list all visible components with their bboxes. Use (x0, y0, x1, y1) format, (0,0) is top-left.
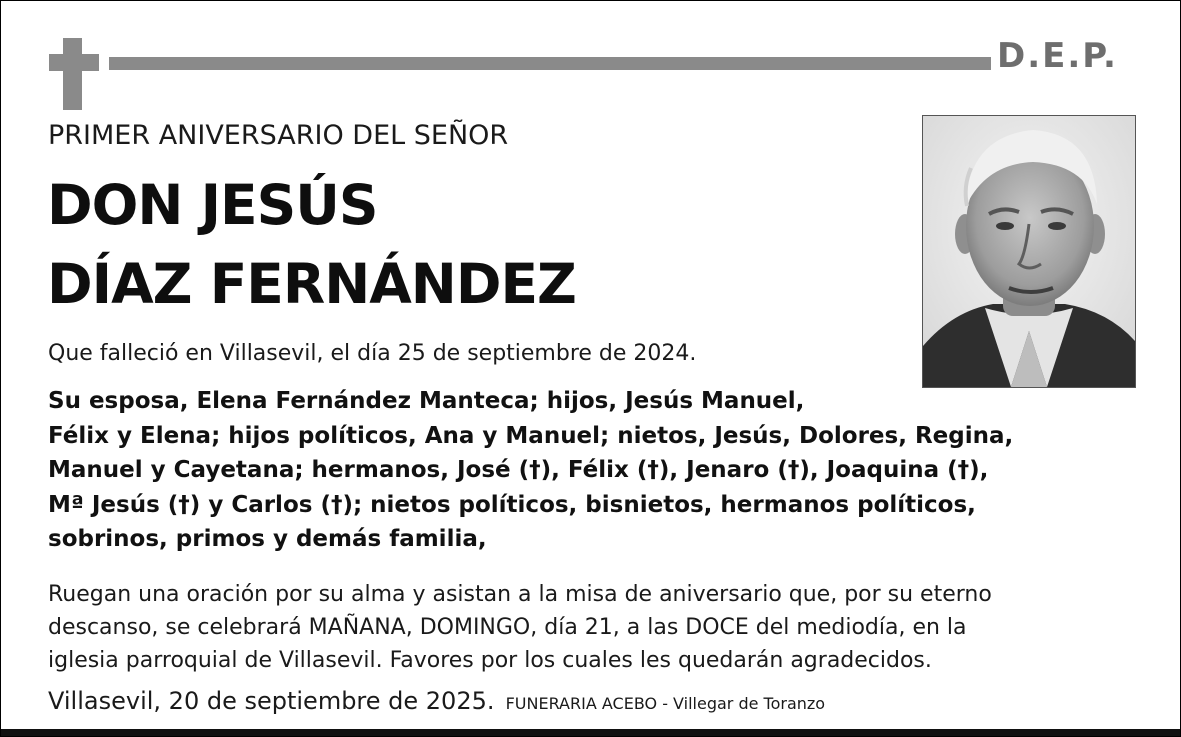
prayer-line: iglesia parroquial de Villasevil. Favores por los cuales les quedarán agradecidos. (48, 648, 932, 673)
prayer-line: Ruegan una oración por su alma y asistan a la misa de aniversario que, por su eterno (48, 582, 992, 607)
family-line: Mª Jesús (†) y Carlos (†); nietos políticos, bisnietos, hermanos políticos, (48, 491, 976, 518)
family-line: Manuel y Cayetana; hermanos, José (†), Félix (†), Jenaro (†), Joaquina (†), (48, 457, 989, 483)
cross-icon-bar (49, 54, 99, 71)
footer (48, 687, 825, 715)
deceased-name-line1: DON JESÚS (47, 173, 378, 237)
mass-announcement (48, 578, 992, 677)
cross-icon (63, 38, 82, 110)
portrait-photo (922, 115, 1136, 388)
header-rule (109, 57, 991, 70)
family-line: Félix y Elena; hijos políticos, Ana y Manuel; nietos, Jesús, Dolores, Regina, (48, 422, 1014, 449)
place-and-date: Villasevil, 20 de septiembre de 2025. (48, 687, 495, 715)
dep-label: D.E.P. (997, 36, 1118, 76)
anniversary-subtitle: PRIMER ANIVERSARIO DEL SEÑOR (48, 120, 509, 151)
prayer-line: descanso, se celebrará MAÑANA, DOMINGO, día 21, a las DOCE del mediodía, en la (48, 615, 967, 640)
death-statement: Que falleció en Villasevil, el día 25 de septiembre de 2024. (48, 341, 697, 366)
family-line: Su esposa, Elena Fernández Manteca; hijos, Jesús Manuel, (48, 388, 805, 414)
funeral-home: FUNERARIA ACEBO - Villegar de Toranzo (505, 694, 826, 713)
family-line: sobrinos, primos y demás familia, (48, 526, 487, 552)
bottom-border (1, 729, 1180, 736)
family-list (48, 384, 1013, 557)
deceased-name-line2: DÍAZ FERNÁNDEZ (47, 252, 576, 316)
